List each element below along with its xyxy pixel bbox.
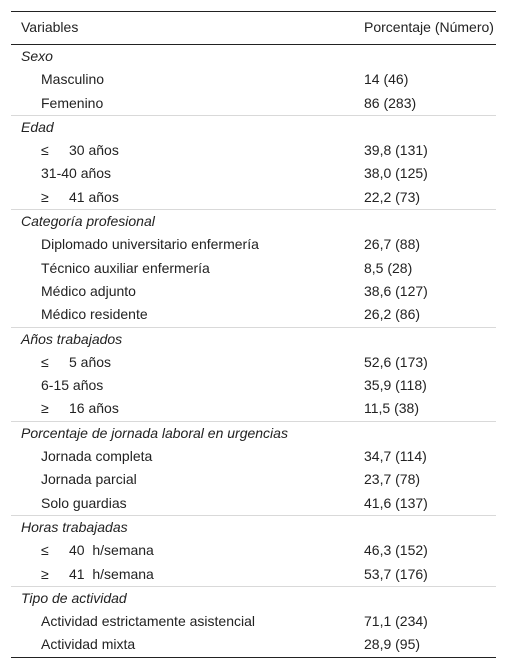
category-row	[11, 421, 496, 445]
category-title: Tipo de actividad	[11, 586, 352, 610]
row-value: 22,2 (73)	[364, 188, 421, 205]
table-row	[11, 492, 496, 516]
header-variables: Variables	[21, 19, 79, 36]
comparison-symbol: ≤	[41, 353, 49, 370]
row-label-cell	[11, 186, 352, 210]
category-title: Horas trabajadas	[11, 515, 352, 539]
category-empty-cell	[352, 515, 496, 539]
row-label: 41 años	[69, 188, 119, 205]
table-row	[11, 610, 496, 633]
row-label: Diplomado universitario enfermería	[41, 236, 259, 253]
category-row	[11, 210, 496, 234]
row-value: 26,2 (86)	[364, 306, 421, 323]
table-row	[11, 92, 496, 116]
header-percent: Porcentaje (Número)	[364, 19, 494, 36]
category-empty-cell	[352, 327, 496, 351]
category-title: Categoría profesional	[11, 210, 352, 234]
table-row	[11, 303, 496, 327]
table-row	[11, 468, 496, 491]
row-label-cell	[11, 162, 352, 185]
row-label-cell	[11, 492, 352, 516]
table-row	[11, 539, 496, 562]
table-body	[11, 45, 496, 658]
row-label: Solo guardias	[41, 494, 127, 511]
category-empty-cell	[352, 421, 496, 445]
comparison-symbol: ≥	[41, 565, 49, 582]
row-label: Actividad estrictamente asistencial	[41, 613, 255, 630]
row-label-cell	[11, 610, 352, 633]
row-label: Jornada completa	[41, 448, 153, 465]
row-label-cell	[11, 468, 352, 491]
row-label-cell	[11, 68, 352, 91]
row-label: 16 años	[69, 400, 119, 417]
row-label: 31-40 años	[41, 165, 112, 182]
category-row	[11, 115, 496, 139]
category-empty-cell	[352, 586, 496, 610]
table-row	[11, 139, 496, 162]
table-row	[11, 186, 496, 210]
table-row	[11, 374, 496, 397]
table-row	[11, 162, 496, 185]
demographics-table	[11, 11, 496, 658]
row-value: 46,3 (152)	[364, 542, 428, 559]
row-label: Médico residente	[41, 306, 148, 323]
row-value: 38,6 (127)	[364, 282, 428, 299]
row-value: 23,7 (78)	[364, 471, 421, 488]
row-label: Médico adjunto	[41, 282, 136, 299]
comparison-symbol: ≥	[41, 400, 49, 417]
row-label-cell	[11, 257, 352, 280]
row-value: 86 (283)	[364, 94, 417, 111]
row-value: 28,9 (95)	[364, 636, 421, 653]
row-value: 52,6 (173)	[364, 353, 428, 370]
row-label: Técnico auxiliar enfermería	[41, 259, 210, 276]
row-label-cell	[11, 374, 352, 397]
category-row	[11, 45, 496, 69]
row-label-cell	[11, 280, 352, 303]
row-value: 8,5 (28)	[364, 259, 413, 276]
row-value: 26,7 (88)	[364, 236, 421, 253]
data-table-container	[11, 11, 496, 658]
table-row	[11, 351, 496, 374]
row-label: 30 años	[69, 142, 119, 159]
category-row	[11, 586, 496, 610]
category-row	[11, 327, 496, 351]
comparison-symbol: ≤	[41, 542, 49, 559]
row-value: 39,8 (131)	[364, 142, 428, 159]
row-value: 71,1 (234)	[364, 613, 428, 630]
row-value: 14 (46)	[364, 71, 409, 88]
row-label-cell	[11, 92, 352, 116]
category-empty-cell	[352, 45, 496, 69]
table-row	[11, 445, 496, 468]
category-title: Porcentaje de jornada laboral en urgencias	[11, 421, 352, 445]
category-title: Sexo	[21, 48, 53, 64]
row-label-cell	[11, 563, 352, 587]
header-row	[11, 12, 496, 45]
row-value: 11,5 (38)	[364, 400, 419, 417]
row-value: 53,7 (176)	[364, 565, 428, 582]
category-row	[11, 515, 496, 539]
row-label-cell	[11, 397, 352, 421]
category-empty-cell	[352, 210, 496, 234]
table-row	[11, 257, 496, 280]
table-row	[11, 68, 496, 91]
table-row	[11, 280, 496, 303]
row-label: 6-15 años	[41, 377, 104, 394]
row-label-cell	[11, 633, 352, 657]
row-value: 38,0 (125)	[364, 165, 428, 182]
comparison-symbol: ≥	[41, 188, 49, 205]
table-row	[11, 233, 496, 256]
row-label: Jornada parcial	[41, 471, 137, 488]
table-row	[11, 563, 496, 587]
row-value: 35,9 (118)	[364, 377, 427, 394]
category-title: Años trabajados	[11, 327, 352, 351]
row-label: 41 h/semana	[69, 565, 154, 582]
row-label-cell	[11, 539, 352, 562]
table-header	[11, 12, 496, 45]
row-label: Femenino	[41, 94, 104, 111]
table-row	[11, 633, 496, 657]
row-label-cell	[11, 139, 352, 162]
row-label-cell	[11, 233, 352, 256]
row-label-cell	[11, 445, 352, 468]
comparison-symbol: ≤	[41, 142, 49, 159]
category-title: Edad	[11, 115, 352, 139]
row-label: Actividad mixta	[41, 636, 136, 653]
row-label-cell	[11, 351, 352, 374]
row-value: 41,6 (137)	[364, 494, 428, 511]
row-value: 34,7 (114)	[364, 448, 427, 465]
row-label: 40 h/semana	[69, 542, 154, 559]
row-label-cell	[11, 303, 352, 327]
category-empty-cell	[352, 115, 496, 139]
table-row	[11, 397, 496, 421]
row-label: Masculino	[41, 71, 105, 88]
row-label: 5 años	[69, 353, 112, 370]
